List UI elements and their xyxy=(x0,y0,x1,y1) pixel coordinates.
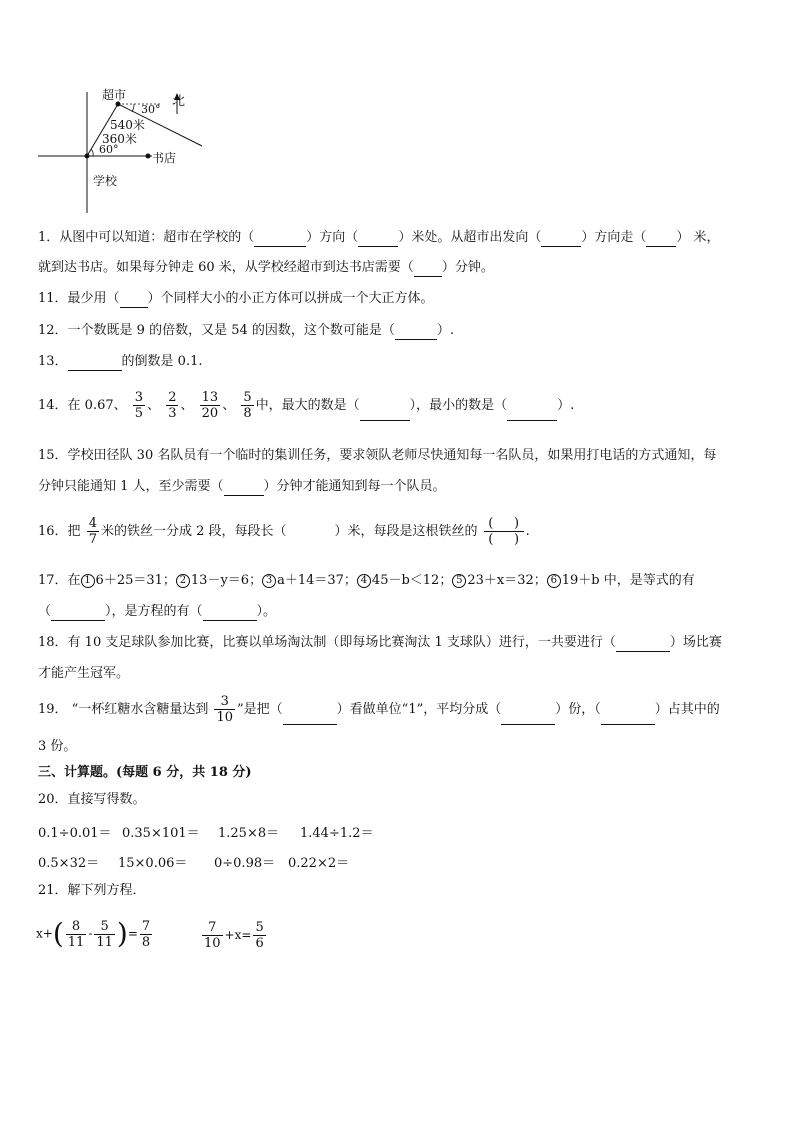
label-angle-60: 60° xyxy=(99,143,119,156)
fraction: $\frac{2}{3}$ xyxy=(168,390,177,421)
question-13: 13． 的倒数是 0.1. xyxy=(38,354,203,369)
answer-blank[interactable] xyxy=(414,262,442,277)
bookstore-point xyxy=(146,154,151,159)
question-20-title: 20．直接写得数。 xyxy=(38,792,146,807)
equation-1: x+( $\frac{8}{11}$ - $\frac{5}{11}$ )= $\frac{7}{8}$ xyxy=(36,917,151,950)
fraction: $\frac{4}{7}$ xyxy=(88,516,97,547)
angle-arc-60 xyxy=(91,149,93,156)
question-1-line-1: 1．从图中可以知道：超市在学校的（ ）方向（ ）米处。从超市出发向（ ）方向走（ ） 米， xyxy=(38,230,720,245)
answer-blank[interactable] xyxy=(254,232,306,247)
angle-arc-30 xyxy=(132,104,134,112)
calc-item: 1.25×8＝ xyxy=(218,826,280,841)
label-distance-540: 540米 xyxy=(110,118,145,132)
answer-blank[interactable] xyxy=(601,710,655,725)
fraction: $\frac{5}{8}$ xyxy=(243,390,252,421)
question-18-line-2: 才能产生冠军。 xyxy=(38,666,130,681)
answer-blank[interactable] xyxy=(224,481,264,496)
question-19-line-2: 3 份。 xyxy=(38,739,77,754)
fraction: $\frac{5}{11}$ xyxy=(96,918,113,950)
question-12: 12．一个数既是 9 的倍数，又是 54 的因数，这个数可能是（ ）. xyxy=(38,323,455,338)
answer-blank[interactable] xyxy=(646,232,676,247)
question-11: 11．最少用（ ）个同样大小的小正方体可以拼成一个大正方体。 xyxy=(38,291,434,306)
answer-blank[interactable] xyxy=(360,406,410,421)
answer-blank[interactable] xyxy=(501,710,555,725)
fraction: $\frac{7}{8}$ xyxy=(141,918,151,950)
fraction: $\frac{5}{6}$ xyxy=(255,920,264,951)
question-15-line-2: 分钟只能通知 1 人，至少需要（ ）分钟才能通知到每一个队员。 xyxy=(38,479,446,494)
equation-2: $\frac{7}{10}$ +x= $\frac{5}{6}$ xyxy=(204,920,264,951)
answer-blank[interactable] xyxy=(616,637,670,652)
question-18-line-1: 18．有 10 支足球队参加比赛，比赛以单场淘汰制（即每场比赛淘汰 1 支球队）进行，一共要进行（ ）场比赛 xyxy=(38,635,722,650)
section-3-heading: 三、计算题。(每题 6 分，共 18 分) xyxy=(38,765,252,780)
answer-blank[interactable] xyxy=(507,406,557,421)
question-16: 16．把 $\frac{4}{7}$ 米的铁丝一分成 2 段，每段长（ ）米，每段是这根铁丝的 $\frac{( )}{( )}$ . xyxy=(38,516,530,547)
question-17-line-2: （ ），是方程的有（ ）。 xyxy=(38,604,277,619)
question-14: 14．在 0.67、 $\frac{3}{5}$ 、 $\frac{2}{3}$ 、 $\frac{13}{20}$ 、 $\frac{5}{8}$ 中，最大的数是（ ），最小的数是（ ）. xyxy=(38,390,575,421)
answer-blank[interactable] xyxy=(120,293,148,308)
fraction: $\frac{8}{11}$ xyxy=(67,918,85,950)
answer-blank[interactable] xyxy=(68,356,122,371)
calc-item: 0.1÷0.01＝ xyxy=(38,826,112,841)
school-point xyxy=(85,154,90,159)
answer-blank[interactable] xyxy=(283,710,337,725)
question-21-title: 21．解下列方程． xyxy=(38,883,146,898)
label-school: 学校 xyxy=(93,174,118,188)
calc-item: 0.22×2＝ xyxy=(288,856,350,871)
calc-item: 0÷0.98＝ xyxy=(214,856,276,871)
fraction: $\frac{3}{10}$ xyxy=(216,694,234,725)
fraction: $\frac{7}{10}$ xyxy=(204,920,221,951)
label-north: 北 xyxy=(172,94,186,109)
answer-blank[interactable] xyxy=(395,325,437,340)
label-distance-360: 360米 xyxy=(102,132,137,146)
answer-fraction[interactable]: $\frac{( )}{( )}$ xyxy=(484,516,524,547)
question-1-line-2: 就到达书店。如果每分钟走 60 米，从学校经超市到达书店需要（ ）分钟。 xyxy=(38,260,494,275)
question-15-line-1: 15．学校田径队 30 名队员有一个临时的集训任务，要求领队老师尽快通知每一名队员，如果用打电话的方式通知，每 xyxy=(38,448,717,463)
label-angle-30: 30° xyxy=(141,103,161,116)
answer-blank[interactable] xyxy=(203,606,257,621)
calc-item: 15×0.06＝ xyxy=(118,856,188,871)
answer-blank[interactable] xyxy=(51,606,105,621)
label-supermarket: 超市 xyxy=(102,88,127,102)
fraction: $\frac{3}{5}$ xyxy=(134,390,144,421)
calc-item: 0.35×101＝ xyxy=(122,826,200,841)
label-bookstore: 书店 xyxy=(152,151,177,165)
answer-blank[interactable] xyxy=(358,232,398,247)
calc-item: 0.5×32＝ xyxy=(38,856,100,871)
question-17-line-1: 17．在 1 6＋25＝31； 2 13－y＝6； 3 a＋14＝37； 4 45－b＜12； 5 23＋x＝32； 6 19＋b 中，是等式的有 xyxy=(38,573,695,588)
calc-item: 1.44÷1.2＝ xyxy=(300,826,374,841)
question-19-line-1: 19． “一杯红糖水含糖量达到 $\frac{3}{10}$ ”是把（ ）看做单位“1”，平均分成（ ）份，（ ）占其中的 xyxy=(38,694,720,725)
answer-blank[interactable] xyxy=(541,232,581,247)
fraction: $\frac{13}{20}$ xyxy=(201,390,219,421)
direction-diagram xyxy=(30,80,230,215)
